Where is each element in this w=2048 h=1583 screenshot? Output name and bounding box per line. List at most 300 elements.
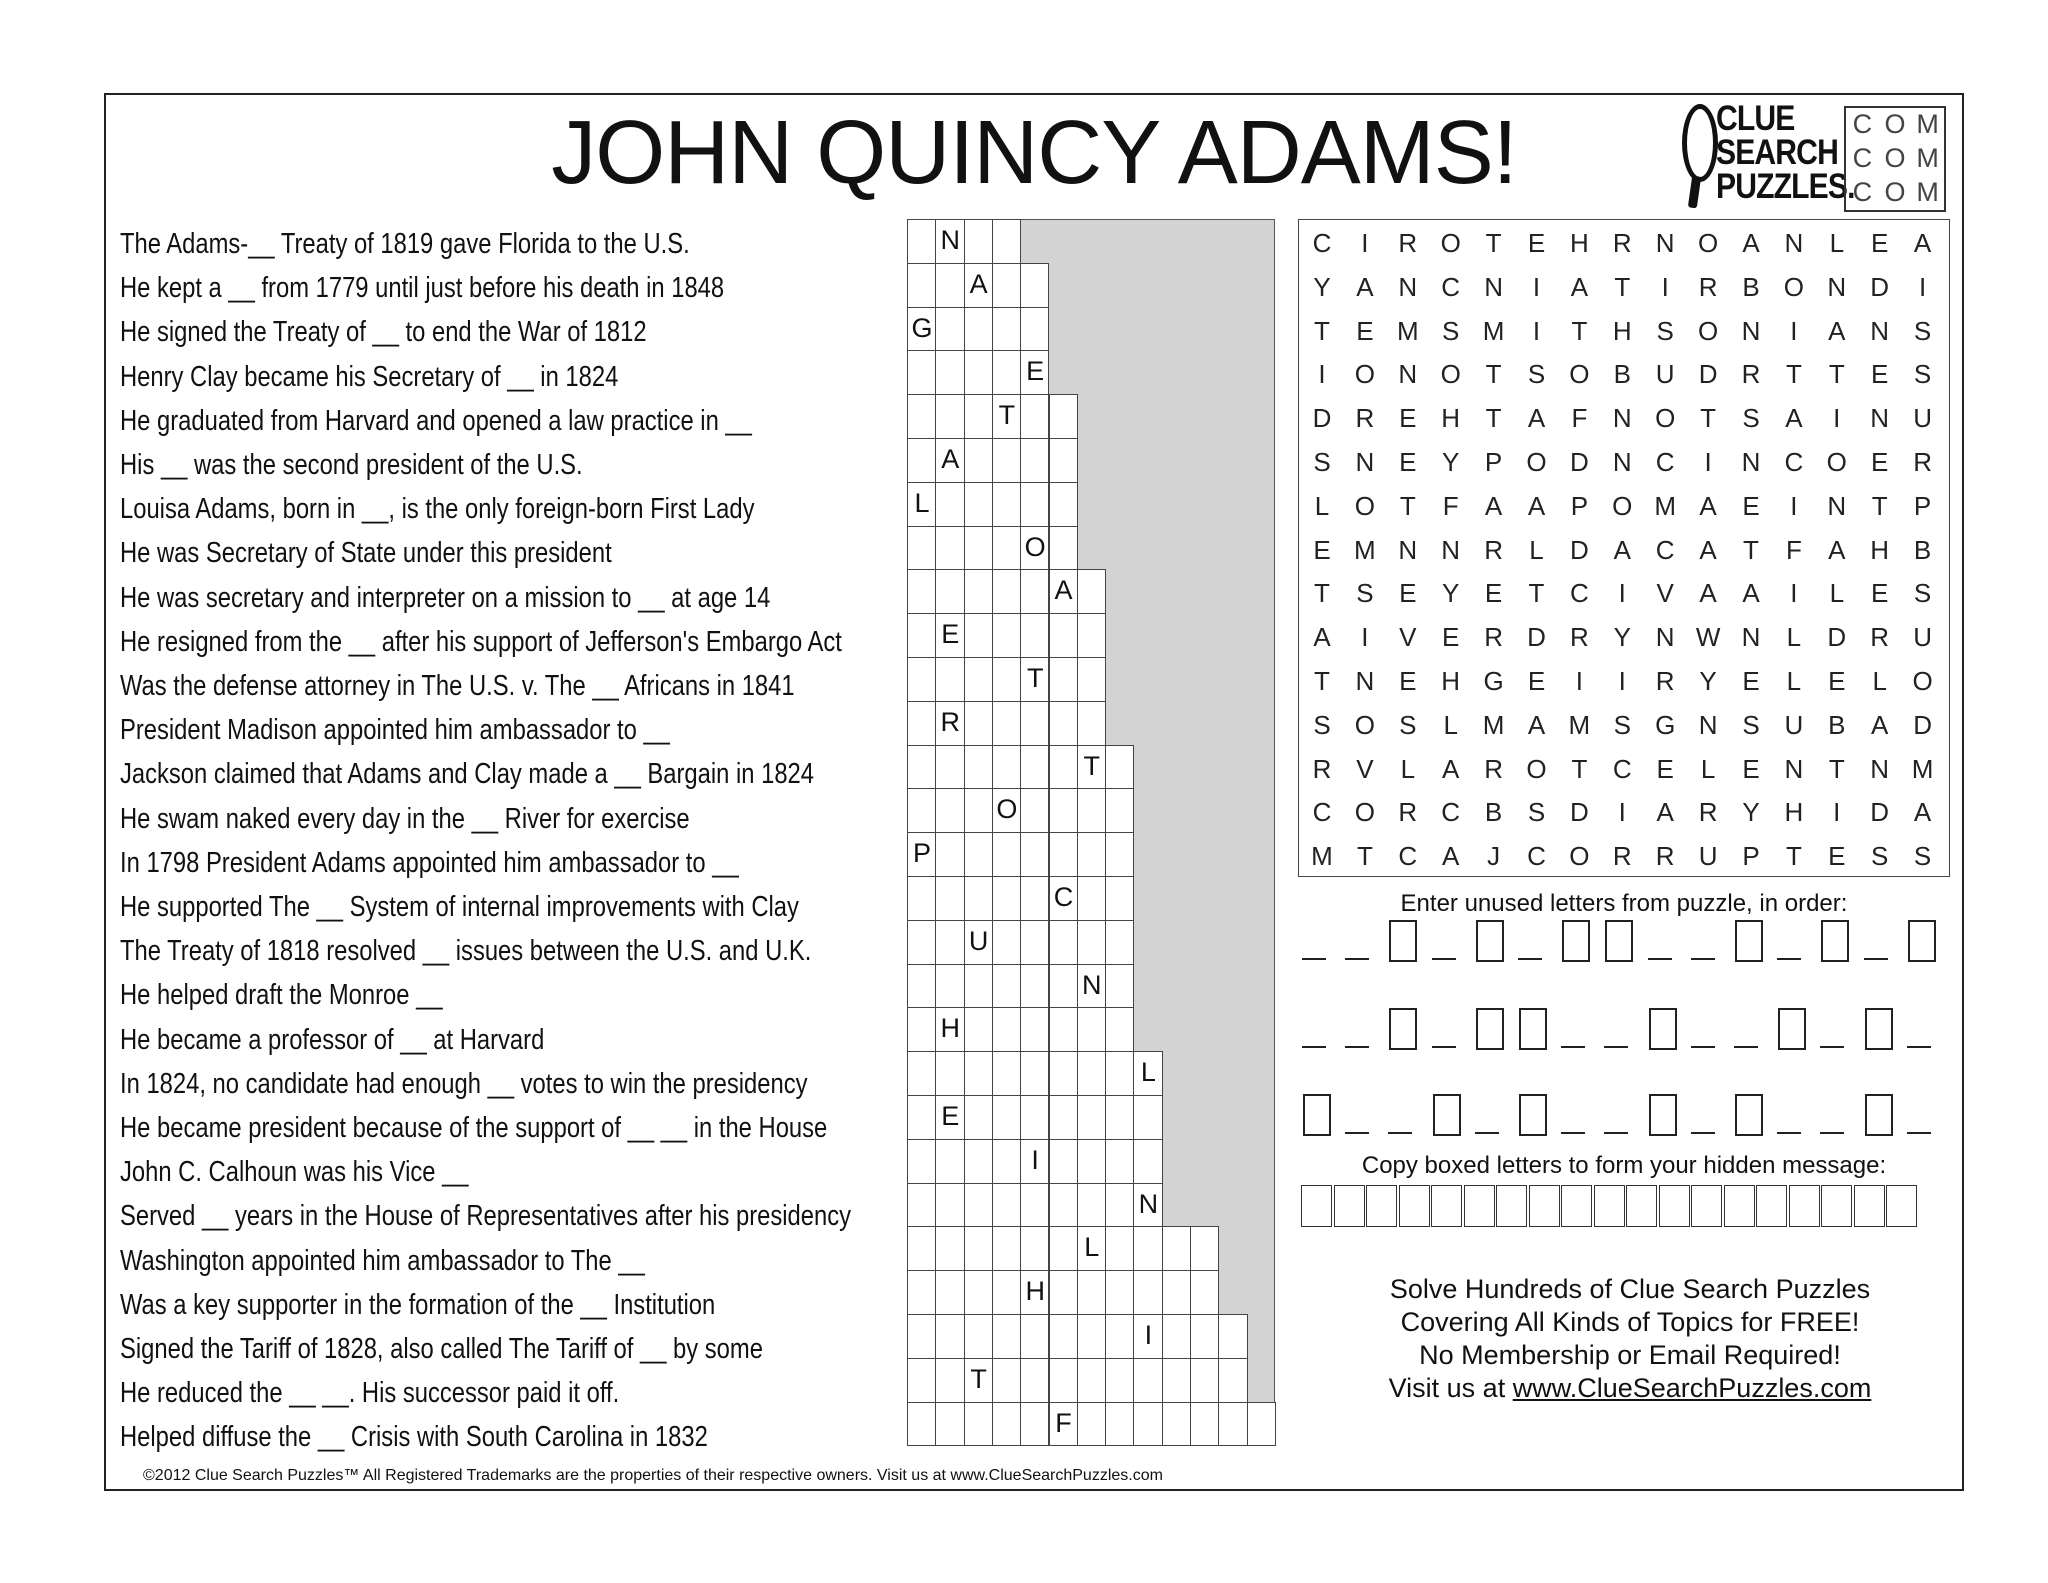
letter-blank[interactable]	[1907, 1046, 1931, 1048]
answer-cell[interactable]	[992, 1402, 1021, 1447]
word-search-letter[interactable]: T	[1614, 271, 1631, 302]
word-search-letter[interactable]: O	[1526, 447, 1547, 477]
answer-cell[interactable]	[1020, 1314, 1049, 1359]
answer-cell[interactable]	[907, 745, 936, 790]
word-search-letter[interactable]: O	[1655, 403, 1676, 434]
answer-cell[interactable]	[907, 788, 936, 833]
word-search-letter[interactable]: N	[1484, 271, 1503, 302]
word-search-letter[interactable]: B	[1913, 534, 1932, 565]
answer-cell[interactable]	[992, 1051, 1021, 1096]
answer-cell[interactable]	[964, 1095, 993, 1140]
letter-blank[interactable]	[1864, 958, 1888, 960]
word-search-letter[interactable]: H	[1441, 666, 1461, 696]
answer-cell[interactable]	[1077, 832, 1106, 877]
word-search-letter[interactable]: I	[1790, 490, 1798, 521]
word-search-letter[interactable]: O	[1354, 359, 1375, 390]
answer-cell[interactable]	[1020, 876, 1049, 921]
word-search-letter[interactable]: W	[1695, 622, 1721, 653]
word-search-letter[interactable]: L	[1443, 709, 1458, 740]
answer-cell[interactable]	[1105, 788, 1134, 833]
word-search-letter[interactable]: E	[1871, 228, 1889, 258]
answer-cell[interactable]	[964, 1226, 993, 1271]
word-search-letter[interactable]: I	[1532, 315, 1541, 346]
answer-cell[interactable]	[992, 832, 1021, 877]
letter-blank[interactable]	[1475, 1132, 1499, 1134]
word-search-letter[interactable]: E	[1527, 228, 1546, 258]
answer-cell[interactable]	[907, 1007, 936, 1052]
word-search-letter[interactable]: A	[1871, 709, 1889, 740]
boxed-letter-slot[interactable]	[1778, 1008, 1806, 1050]
word-search-letter[interactable]: N	[1441, 534, 1461, 565]
answer-cell[interactable]	[992, 263, 1021, 308]
answer-cell[interactable]	[1049, 745, 1078, 790]
word-search-letter[interactable]: E	[1527, 666, 1546, 696]
message-letter-box[interactable]	[1399, 1185, 1430, 1227]
answer-cell[interactable]	[1049, 1358, 1078, 1403]
word-search-letter[interactable]: N	[1784, 753, 1804, 784]
letter-blank[interactable]	[1604, 1132, 1628, 1134]
boxed-letter-slot[interactable]	[1476, 1008, 1504, 1050]
letter-blank[interactable]	[1302, 1046, 1326, 1048]
letter-blank[interactable]	[1561, 1132, 1585, 1134]
word-search-letter[interactable]: D	[1527, 622, 1546, 653]
answer-cell[interactable]	[935, 657, 964, 702]
word-search-letter[interactable]: A	[1527, 709, 1546, 740]
answer-cell[interactable]	[935, 526, 964, 571]
answer-cell[interactable]	[1190, 1358, 1219, 1403]
word-search-letter[interactable]: C	[1612, 753, 1632, 784]
answer-cell[interactable]	[1133, 1095, 1162, 1140]
answer-cell[interactable]	[1247, 1402, 1276, 1447]
answer-cell[interactable]	[907, 350, 936, 395]
boxed-letter-slot[interactable]	[1476, 920, 1504, 962]
answer-cell[interactable]	[1190, 1226, 1219, 1271]
answer-cell[interactable]	[935, 1402, 964, 1447]
answer-cell[interactable]	[964, 394, 993, 439]
word-search-letter[interactable]: O	[1826, 447, 1847, 477]
answer-cell[interactable]	[1049, 1314, 1078, 1359]
answer-cell[interactable]	[907, 1226, 936, 1271]
word-search-letter[interactable]: N	[1870, 403, 1890, 434]
answer-cell[interactable]	[907, 526, 936, 571]
word-search-letter[interactable]: R	[1484, 534, 1503, 565]
answer-cell[interactable]	[992, 219, 1021, 264]
answer-cell[interactable]	[1020, 613, 1049, 658]
word-search-letter[interactable]: O	[1612, 490, 1633, 521]
answer-cell[interactable]	[935, 482, 964, 527]
word-search-letter[interactable]: H	[1784, 797, 1804, 828]
word-search-letter[interactable]: E	[1356, 315, 1374, 346]
word-search-letter[interactable]: E	[1313, 534, 1331, 565]
word-search-letter[interactable]: I	[1790, 315, 1798, 346]
word-search-letter[interactable]: I	[1575, 666, 1583, 696]
word-search-letter[interactable]: H	[1441, 403, 1461, 434]
word-search-letter[interactable]: R	[1870, 622, 1890, 653]
answer-cell[interactable]	[1133, 1270, 1162, 1315]
word-search-letter[interactable]: C	[1312, 797, 1332, 828]
word-search-letter[interactable]: O	[1569, 359, 1590, 390]
word-search-letter[interactable]: Y	[1442, 578, 1460, 609]
word-search-letter[interactable]: A	[1785, 403, 1803, 434]
word-search-letter[interactable]: F	[1785, 534, 1802, 565]
word-search-letter[interactable]: L	[1829, 578, 1845, 609]
word-search-letter[interactable]: S	[1656, 315, 1674, 346]
answer-cell[interactable]	[1105, 1183, 1134, 1228]
answer-cell[interactable]	[1077, 1358, 1106, 1403]
answer-cell[interactable]	[992, 701, 1021, 746]
boxed-letter-slot[interactable]	[1735, 1094, 1763, 1136]
answer-cell[interactable]	[1077, 1314, 1106, 1359]
answer-cell[interactable]	[992, 1270, 1021, 1315]
word-search-letter[interactable]: J	[1487, 841, 1501, 872]
word-search-letter[interactable]: R	[1312, 753, 1332, 784]
message-letter-box[interactable]	[1561, 1185, 1592, 1227]
word-search-letter[interactable]: P	[1742, 841, 1760, 872]
answer-cell[interactable]	[907, 1270, 936, 1315]
answer-cell[interactable]	[964, 1314, 993, 1359]
word-search-letter[interactable]: R	[1398, 797, 1418, 828]
answer-cell[interactable]	[1190, 1270, 1219, 1315]
word-search-letter[interactable]: E	[1399, 403, 1417, 434]
message-letter-box[interactable]	[1756, 1185, 1787, 1227]
boxed-letter-slot[interactable]	[1389, 920, 1417, 962]
answer-cell[interactable]	[964, 701, 993, 746]
word-search-letter[interactable]: A	[1699, 534, 1717, 565]
word-search-letter[interactable]: M	[1396, 315, 1419, 346]
word-search-letter[interactable]: R	[1655, 666, 1675, 696]
answer-cell[interactable]	[1049, 1007, 1078, 1052]
word-search-letter[interactable]: C	[1570, 578, 1589, 609]
word-search-letter[interactable]: A	[1828, 315, 1846, 346]
answer-cell[interactable]	[992, 569, 1021, 614]
word-search-letter[interactable]: A	[1527, 403, 1546, 434]
word-search-letter[interactable]: E	[1871, 359, 1889, 390]
answer-cell[interactable]	[907, 876, 936, 921]
word-search-letter[interactable]: O	[1526, 753, 1547, 784]
word-search-letter[interactable]: I	[1618, 797, 1626, 828]
word-search-letter[interactable]: D	[1312, 403, 1332, 434]
word-search-letter[interactable]: C	[1655, 447, 1675, 477]
word-search-letter[interactable]: E	[1742, 753, 1760, 784]
answer-cell[interactable]	[935, 1183, 964, 1228]
answer-cell[interactable]	[1020, 1095, 1049, 1140]
letter-blank[interactable]	[1691, 1132, 1715, 1134]
answer-cell[interactable]	[964, 1402, 993, 1447]
word-search-letter[interactable]: I	[1532, 271, 1541, 302]
answer-cell[interactable]	[1020, 263, 1049, 308]
answer-cell[interactable]	[1218, 1314, 1247, 1359]
word-search-letter[interactable]: N	[1355, 447, 1375, 477]
answer-cell[interactable]	[1049, 920, 1078, 965]
word-search-letter[interactable]: R	[1741, 359, 1761, 390]
word-search-letter[interactable]: E	[1828, 841, 1846, 872]
message-letter-box[interactable]	[1594, 1185, 1625, 1227]
answer-cell[interactable]	[992, 745, 1021, 790]
answer-cell[interactable]	[935, 876, 964, 921]
answer-cell[interactable]	[1049, 1051, 1078, 1096]
word-search-letter[interactable]: O	[1354, 797, 1375, 828]
answer-cell[interactable]	[1077, 1402, 1106, 1447]
answer-cell[interactable]	[1020, 788, 1049, 833]
word-search-letter[interactable]: N	[1741, 315, 1761, 346]
letter-blank[interactable]	[1734, 1046, 1758, 1048]
answer-cell[interactable]	[1162, 1270, 1191, 1315]
answer-cell[interactable]	[964, 1051, 993, 1096]
answer-cell[interactable]	[1020, 920, 1049, 965]
word-search-letter[interactable]: O	[1354, 490, 1375, 521]
answer-cell[interactable]	[992, 482, 1021, 527]
word-search-letter[interactable]: M	[1482, 709, 1505, 740]
word-search-letter[interactable]: D	[1870, 797, 1890, 828]
answer-cell[interactable]	[907, 219, 936, 264]
answer-cell[interactable]	[1105, 1095, 1134, 1140]
message-letter-box[interactable]	[1431, 1185, 1462, 1227]
letter-blank[interactable]	[1432, 1046, 1456, 1048]
answer-cell[interactable]	[992, 876, 1021, 921]
answer-cell[interactable]	[964, 1139, 993, 1184]
answer-cell[interactable]	[964, 745, 993, 790]
answer-cell[interactable]	[1105, 745, 1134, 790]
word-search-letter[interactable]: C	[1655, 534, 1675, 565]
word-search-letter[interactable]: C	[1784, 447, 1804, 477]
word-search-letter[interactable]: E	[1742, 490, 1760, 521]
answer-cell[interactable]	[1162, 1314, 1191, 1359]
word-search-letter[interactable]: E	[1656, 753, 1674, 784]
answer-cell[interactable]	[964, 788, 993, 833]
word-search-letter[interactable]: R	[1484, 753, 1503, 784]
word-search-letter[interactable]: M	[1911, 753, 1934, 784]
answer-cell[interactable]	[964, 1270, 993, 1315]
answer-cell[interactable]	[1077, 569, 1106, 614]
answer-cell[interactable]	[1105, 1051, 1134, 1096]
word-search-letter[interactable]: G	[1483, 666, 1504, 696]
word-search-letter[interactable]: H	[1570, 228, 1589, 258]
word-search-letter[interactable]: E	[1399, 447, 1417, 477]
word-search-letter[interactable]: Y	[1742, 797, 1760, 828]
word-search-letter[interactable]: S	[1356, 578, 1374, 609]
answer-cell[interactable]	[1218, 1358, 1247, 1403]
answer-cell[interactable]	[964, 219, 993, 264]
answer-cell[interactable]	[1020, 569, 1049, 614]
word-search-letter[interactable]: R	[1612, 228, 1632, 258]
word-search-letter[interactable]: C	[1312, 228, 1332, 258]
word-search-letter[interactable]: N	[1655, 228, 1675, 258]
word-search-letter[interactable]: Y	[1699, 666, 1717, 696]
word-search-letter[interactable]: S	[1913, 578, 1932, 609]
word-search-letter[interactable]: H	[1870, 534, 1890, 565]
word-search-letter[interactable]: S	[1399, 709, 1417, 740]
message-letter-box[interactable]	[1464, 1185, 1495, 1227]
word-search-letter[interactable]: A	[1484, 490, 1503, 521]
answer-cell[interactable]	[1020, 1226, 1049, 1271]
message-letter-box[interactable]	[1366, 1185, 1397, 1227]
word-search-letter[interactable]: M	[1482, 315, 1505, 346]
word-search-letter[interactable]: T	[1314, 666, 1330, 696]
answer-cell[interactable]	[935, 1358, 964, 1403]
word-search-letter[interactable]: I	[1318, 359, 1326, 390]
answer-cell[interactable]	[907, 569, 936, 614]
answer-cell[interactable]	[907, 1314, 936, 1359]
answer-cell[interactable]	[964, 964, 993, 1009]
word-search-letter[interactable]: T	[1314, 578, 1330, 609]
answer-cell[interactable]	[992, 1139, 1021, 1184]
answer-cell[interactable]	[1077, 920, 1106, 965]
word-search-letter[interactable]: O	[1783, 271, 1804, 302]
word-search-letter[interactable]: M	[1568, 709, 1591, 740]
letter-blank[interactable]	[1302, 958, 1326, 960]
message-letter-box[interactable]	[1529, 1185, 1560, 1227]
word-search-letter[interactable]: D	[1698, 359, 1718, 390]
letter-blank[interactable]	[1388, 1132, 1412, 1134]
answer-cell[interactable]	[1049, 613, 1078, 658]
word-search-letter[interactable]: D	[1827, 622, 1847, 653]
answer-cell[interactable]	[1105, 1402, 1134, 1447]
word-search-letter[interactable]: L	[1872, 666, 1887, 696]
letter-blank[interactable]	[1604, 1046, 1628, 1048]
word-search-letter[interactable]: T	[1485, 403, 1502, 434]
message-letter-box[interactable]	[1691, 1185, 1722, 1227]
word-search-letter[interactable]: U	[1784, 709, 1804, 740]
answer-cell[interactable]	[1133, 1139, 1162, 1184]
word-search-letter[interactable]: R	[1913, 447, 1932, 477]
answer-cell[interactable]	[935, 1314, 964, 1359]
answer-cell[interactable]	[1049, 657, 1078, 702]
word-search-letter[interactable]: A	[1570, 271, 1589, 302]
answer-cell[interactable]	[1049, 438, 1078, 483]
word-search-letter[interactable]: G	[1655, 709, 1676, 740]
word-search-letter[interactable]: I	[1833, 403, 1841, 434]
word-search-letter[interactable]: D	[1570, 797, 1589, 828]
boxed-letter-slot[interactable]	[1605, 920, 1633, 962]
word-search-letter[interactable]: I	[1704, 447, 1712, 477]
boxed-letter-slot[interactable]	[1865, 1094, 1893, 1136]
letter-blank[interactable]	[1345, 1132, 1369, 1134]
word-search-letter[interactable]: N	[1870, 315, 1890, 346]
answer-cell[interactable]	[1049, 788, 1078, 833]
word-search-letter[interactable]: R	[1398, 228, 1418, 258]
word-search-letter[interactable]: T	[1828, 359, 1845, 390]
answer-cell[interactable]	[1049, 394, 1078, 439]
answer-cell[interactable]	[907, 438, 936, 483]
answer-cell[interactable]	[964, 1007, 993, 1052]
answer-cell[interactable]	[1020, 964, 1049, 1009]
word-search-letter[interactable]: A	[1527, 490, 1546, 521]
word-search-letter[interactable]: I	[1790, 578, 1798, 609]
boxed-letter-slot[interactable]	[1908, 920, 1936, 962]
word-search-letter[interactable]: S	[1742, 403, 1760, 434]
answer-cell[interactable]	[1133, 1226, 1162, 1271]
answer-cell[interactable]	[1020, 482, 1049, 527]
answer-cell[interactable]	[935, 1226, 964, 1271]
word-search-letter[interactable]: B	[1828, 709, 1846, 740]
answer-cell[interactable]	[1049, 1183, 1078, 1228]
answer-cell[interactable]	[1020, 1358, 1049, 1403]
answer-cell[interactable]	[907, 964, 936, 1009]
boxed-letter-slot[interactable]	[1519, 1094, 1547, 1136]
answer-cell[interactable]	[1162, 1226, 1191, 1271]
word-search-letter[interactable]: S	[1913, 315, 1932, 346]
answer-cell[interactable]	[935, 569, 964, 614]
answer-cell[interactable]	[907, 701, 936, 746]
word-search-letter[interactable]: A	[1442, 753, 1460, 784]
answer-cell[interactable]	[907, 613, 936, 658]
letter-blank[interactable]	[1777, 958, 1801, 960]
word-search-letter[interactable]: T	[1485, 359, 1502, 390]
letter-blank[interactable]	[1561, 1046, 1585, 1048]
answer-cell[interactable]	[935, 832, 964, 877]
word-search-letter[interactable]: A	[1699, 490, 1717, 521]
word-search-letter[interactable]: P	[1913, 490, 1932, 521]
word-search-letter[interactable]: O	[1697, 315, 1719, 346]
answer-cell[interactable]	[992, 1358, 1021, 1403]
word-search-letter[interactable]: U	[1913, 403, 1932, 434]
answer-cell[interactable]	[964, 832, 993, 877]
word-search-letter[interactable]: U	[1913, 622, 1932, 653]
word-search-letter[interactable]: T	[1785, 359, 1802, 390]
answer-cell[interactable]	[1162, 1402, 1191, 1447]
answer-cell[interactable]	[1105, 1314, 1134, 1359]
word-search-letter[interactable]: I	[1618, 666, 1626, 696]
answer-cell[interactable]	[1105, 832, 1134, 877]
word-search-letter[interactable]: E	[1399, 578, 1417, 609]
word-search-letter[interactable]: A	[1613, 534, 1631, 565]
message-letter-box[interactable]	[1334, 1185, 1365, 1227]
word-search-letter[interactable]: C	[1441, 797, 1461, 828]
word-search-letter[interactable]: O	[1440, 228, 1461, 258]
word-search-letter[interactable]: M	[1654, 490, 1677, 521]
answer-cell[interactable]	[1077, 1007, 1106, 1052]
word-search-letter[interactable]: T	[1485, 228, 1502, 258]
answer-cell[interactable]	[1049, 1139, 1078, 1184]
word-search-letter[interactable]: D	[1570, 534, 1589, 565]
word-search-letter[interactable]: E	[1871, 447, 1889, 477]
answer-cell[interactable]	[1020, 394, 1049, 439]
word-search-letter[interactable]: O	[1569, 841, 1590, 872]
word-search-letter[interactable]: N	[1612, 447, 1632, 477]
word-search-letter[interactable]: S	[1313, 447, 1331, 477]
word-search-letter[interactable]: A	[1913, 797, 1932, 828]
answer-cell[interactable]	[1105, 920, 1134, 965]
word-search-letter[interactable]: R	[1484, 622, 1503, 653]
answer-cell[interactable]	[964, 876, 993, 921]
letter-blank[interactable]	[1518, 958, 1542, 960]
letter-blank[interactable]	[1691, 1046, 1715, 1048]
answer-cell[interactable]	[1077, 1270, 1106, 1315]
boxed-letter-slot[interactable]	[1303, 1094, 1331, 1136]
answer-cell[interactable]	[1105, 1007, 1134, 1052]
answer-cell[interactable]	[1020, 1051, 1049, 1096]
word-search-letter[interactable]: T	[1571, 315, 1588, 346]
answer-cell[interactable]	[1077, 613, 1106, 658]
word-search-letter[interactable]: N	[1398, 271, 1418, 302]
answer-cell[interactable]	[1162, 1358, 1191, 1403]
word-search-letter[interactable]: N	[1741, 447, 1761, 477]
answer-cell[interactable]	[992, 1226, 1021, 1271]
answer-cell[interactable]	[907, 1183, 936, 1228]
word-search-letter[interactable]: O	[1912, 666, 1933, 696]
word-search-letter[interactable]: A	[1742, 228, 1760, 258]
answer-cell[interactable]	[1049, 526, 1078, 571]
word-search-letter[interactable]: P	[1570, 490, 1589, 521]
word-search-letter[interactable]: S	[1442, 315, 1460, 346]
word-search-letter[interactable]: A	[1656, 797, 1674, 828]
answer-cell[interactable]	[964, 482, 993, 527]
answer-cell[interactable]	[935, 1139, 964, 1184]
answer-cell[interactable]	[1049, 832, 1078, 877]
word-search-letter[interactable]: Y	[1313, 271, 1331, 302]
answer-cell[interactable]	[964, 657, 993, 702]
answer-cell[interactable]	[992, 350, 1021, 395]
